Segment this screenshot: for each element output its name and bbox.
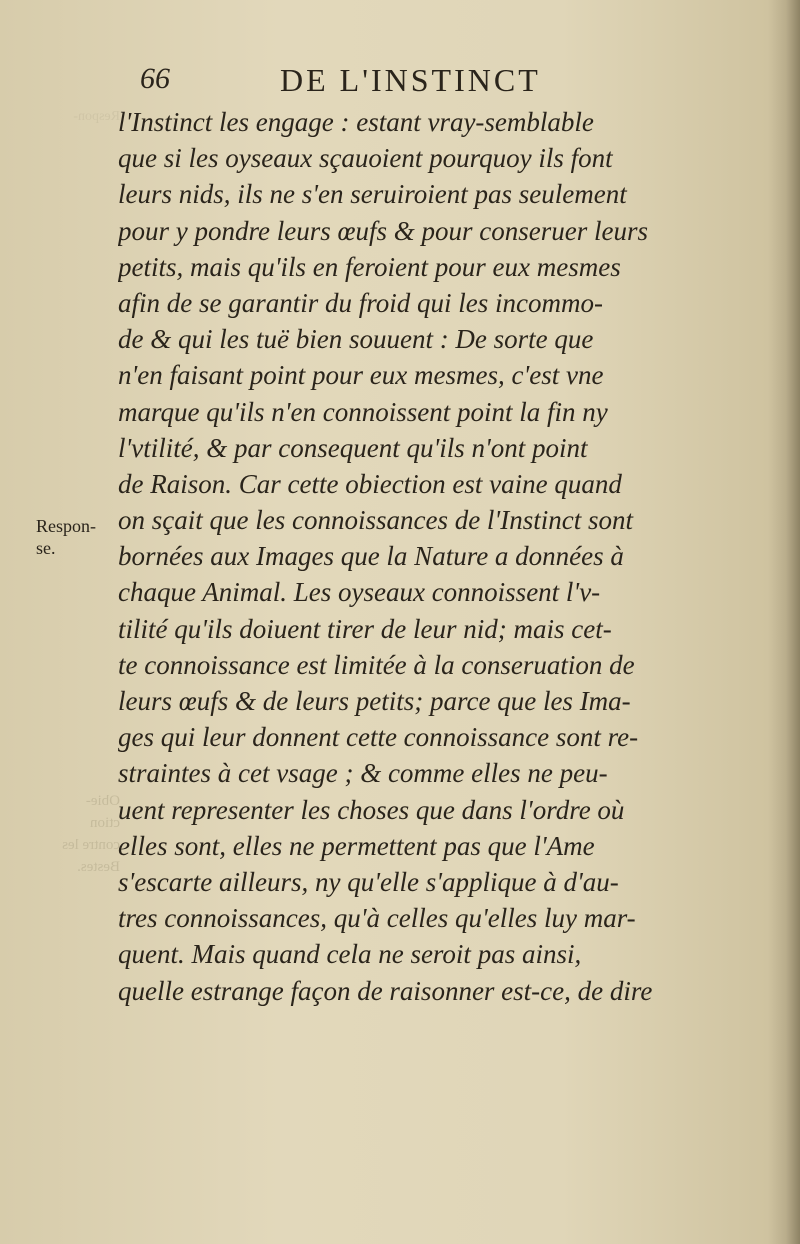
page-header (140, 62, 700, 102)
show-through-text-top: Respon- (73, 109, 120, 124)
text-line: marque qu'ils n'en connoissent point la fin ny (118, 396, 608, 427)
text-line: quelle estrange façon de raisonner est-ce, de dire (118, 975, 653, 1006)
show-through-line: Obie- (85, 793, 120, 809)
show-through-line: Bestes. (77, 859, 120, 875)
text-line: tres connoissances, qu'à celles qu'elles luy mar- (118, 903, 636, 934)
text-line: petits, mais qu'ils en feroient pour eux mesmes (118, 251, 621, 282)
text-line: straintes à cet vsage ; & comme elles ne peu- (118, 758, 608, 789)
text-line: uent representer les choses que dans l'ordre où (118, 794, 625, 825)
text-line: chaque Animal. Les oyseaux connoissent l'v- (118, 577, 601, 608)
page-edge (786, 0, 800, 1244)
text-line: on sçait que les connoissances de l'Instinct sont (118, 505, 633, 536)
text-line: s'escarte ailleurs, ny qu'elle s'applique à d'au- (118, 866, 619, 897)
show-through-line: ction (90, 815, 120, 831)
text-line: l'vtilité, & par consequent qu'ils n'ont point (118, 432, 588, 463)
body-text (118, 104, 718, 1009)
show-through-line: contre les (62, 837, 120, 853)
text-line: n'en faisant point pour eux mesmes, c'est vne (118, 360, 604, 391)
running-title: DE L'INSTINCT (280, 62, 541, 98)
page-number: 66 (140, 62, 170, 95)
margin-note (36, 515, 116, 559)
text-line: leurs œufs & de leurs petits; parce que les Ima- (118, 686, 631, 716)
text-line: ges qui leur donnent cette connoissance sont re- (118, 722, 639, 753)
text-line: de Raison. Car cette obiection est vaine quand (118, 468, 622, 499)
text-line: pour y pondre leurs œufs & pour conseruer leurs (118, 215, 648, 246)
text-line: te connoissance est limitée à la conseruation de (118, 649, 635, 680)
text-line: que si les oyseaux sçauoient pourquoy ils font (118, 143, 613, 174)
text-line: bornées aux Images que la Nature a données à (118, 541, 624, 572)
show-through-text (30, 790, 120, 878)
margin-note-line: se. (36, 538, 56, 558)
text-line: quent. Mais quand cela ne seroit pas ainsi, (118, 939, 582, 970)
text-line: de & qui les tuë bien souuent : De sorte que (118, 324, 594, 355)
text-line: elles sont, elles ne permettent pas que l'Ame (118, 830, 595, 861)
text-line: afin de se garantir du froid qui les incommo- (118, 287, 603, 318)
text-line: leurs nids, ils ne s'en seruiroient pas seulement (118, 179, 627, 210)
margin-note-line: Respon- (36, 516, 96, 536)
text-line: l'Instinct les engage : estant vray-semblable (118, 107, 594, 137)
text-line: tilité qu'ils doiuent tirer de leur nid; mais cet- (118, 613, 612, 644)
